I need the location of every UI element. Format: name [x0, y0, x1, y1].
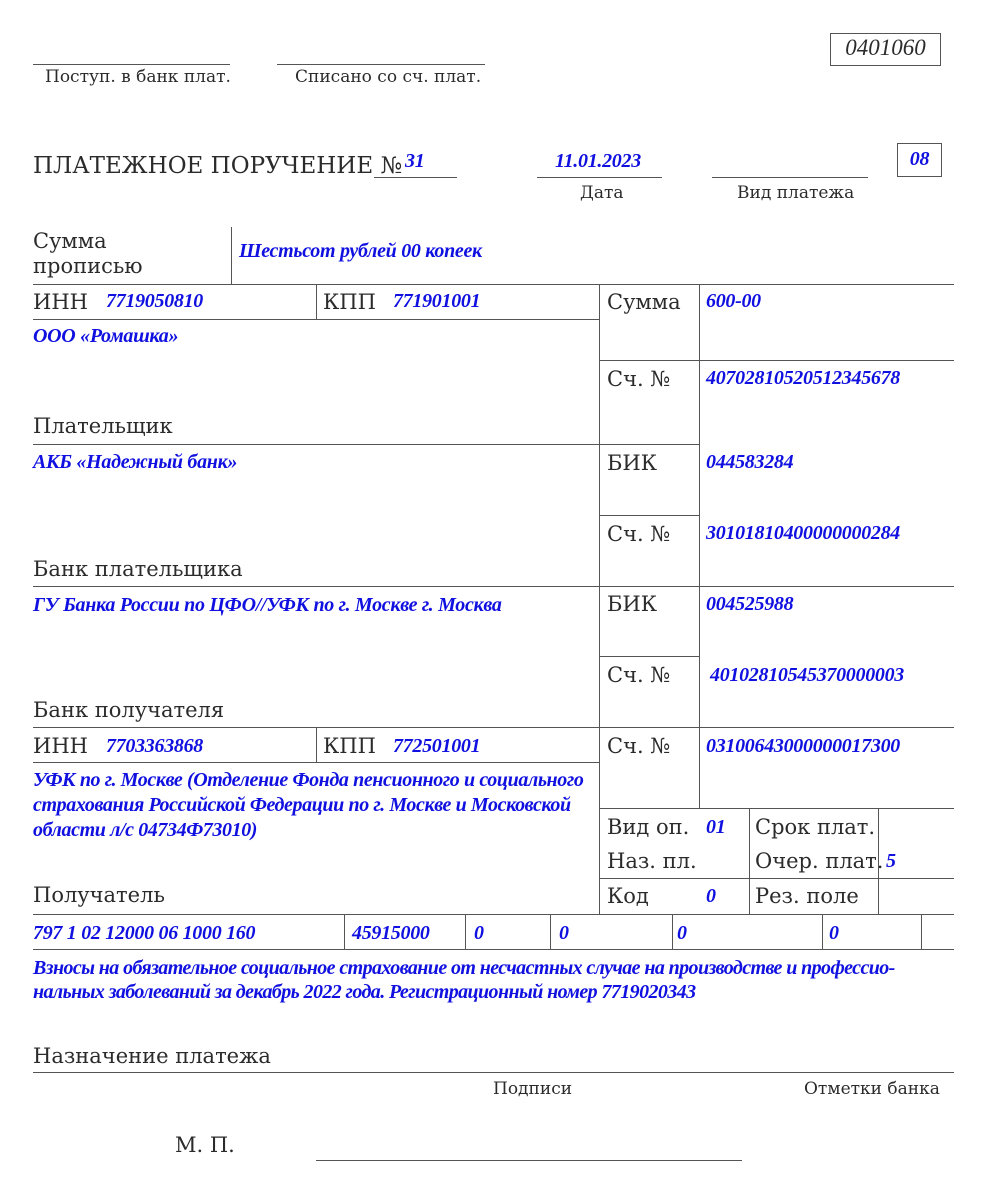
signature-line	[316, 1160, 742, 1161]
grid-line	[316, 284, 317, 320]
recipient-kpp: 772501001	[393, 735, 481, 757]
received-label: Поступ. в банк плат.	[45, 67, 231, 87]
recipient-inn-label: ИНН	[33, 734, 88, 758]
payment-purpose-line: Взносы на обязательное социальное страхование от несчастных случае на производстве и профессио-	[33, 957, 895, 979]
order-date: 11.01.2023	[555, 150, 641, 172]
kbk: 797 1 02 12000 06 1000 160	[33, 922, 256, 944]
bank-marks-label: Отметки банка	[804, 1079, 940, 1099]
grid-line	[550, 914, 551, 949]
recipient-kpp-label: КПП	[323, 734, 376, 758]
payer-bik-label: БИК	[607, 451, 657, 475]
budget-field-2: 0	[559, 922, 569, 944]
payment-purpose	[33, 956, 895, 1004]
payment-type-line	[712, 177, 868, 178]
payer-kpp-label: КПП	[323, 290, 376, 314]
received-line	[33, 64, 230, 65]
recipient-bik: 004525988	[706, 593, 794, 615]
budget-field-4: 0	[829, 922, 839, 944]
payer-account: 40702810520512345678	[706, 367, 901, 389]
grid-line	[344, 914, 345, 949]
grid-line	[33, 586, 954, 587]
code: 0	[706, 885, 716, 907]
payer-status: 08	[909, 148, 930, 170]
amount-words-value: Шестьсот рублей 00 копеек	[239, 240, 482, 262]
recipient-inn: 7703363868	[106, 735, 204, 757]
amount-label: Сумма	[607, 290, 681, 314]
grid-line	[599, 360, 954, 361]
op-type-label: Вид оп.	[607, 815, 690, 839]
op-type: 01	[706, 816, 726, 838]
grid-line	[316, 727, 317, 763]
payer-bik: 044583284	[706, 451, 794, 473]
grid-line	[33, 949, 954, 950]
priority: 5	[886, 850, 896, 872]
grid-line	[599, 444, 699, 445]
grid-line	[699, 284, 700, 808]
debited-label: Списано со сч. плат.	[295, 67, 482, 87]
code-label: Код	[607, 884, 649, 908]
reserve-field-label: Рез. поле	[755, 884, 859, 908]
payment-purpose-label: Назначение платежа	[33, 1044, 271, 1068]
recipient-corr-label: Сч. №	[607, 663, 671, 687]
payment-type-label: Вид платежа	[737, 183, 855, 203]
grid-line	[749, 808, 750, 914]
number-line	[374, 177, 457, 178]
payer-corr: 30101810400000000284	[706, 522, 901, 544]
grid-line	[599, 284, 600, 914]
recipient-name-line: области л/с 04734Ф73010)	[33, 819, 258, 841]
grid-line	[672, 914, 673, 949]
payer-bank-label: Банк плательщика	[33, 557, 243, 581]
recipient-name-line: УФК по г. Москве (Отделение Фонда пенсионного и социального	[33, 769, 584, 791]
payer-inn: 7719050810	[106, 290, 204, 312]
priority-label: Очер. плат.	[755, 849, 884, 873]
grid-line	[599, 808, 954, 809]
stamp-label: М. П.	[175, 1133, 235, 1157]
amount-words-label-1: Сумма	[33, 229, 107, 253]
grid-line	[599, 515, 699, 516]
recipient-account-label: Сч. №	[607, 734, 671, 758]
grid-line	[33, 727, 954, 728]
payment-purpose-code-label: Наз. пл.	[607, 849, 697, 873]
payer-account-label: Сч. №	[607, 367, 671, 391]
oktmo: 45915000	[352, 922, 430, 944]
budget-field-3: 0	[677, 922, 687, 944]
order-number: 31	[405, 150, 425, 172]
payer-kpp: 771901001	[393, 290, 481, 312]
recipient-corr: 40102810545370000003	[710, 664, 905, 686]
amount-words-label-2: прописью	[33, 254, 143, 278]
payment-purpose-line: нальных заболеваний за декабрь 2022 года. Регистрационный номер 7719020343	[33, 981, 696, 1003]
grid-line	[921, 914, 922, 949]
recipient-bik-label: БИК	[607, 592, 657, 616]
grid-line	[33, 444, 599, 445]
due-date-label: Срок плат.	[755, 815, 876, 839]
payer-corr-label: Сч. №	[607, 522, 671, 546]
recipient-name-line: страхования Российской Федерации по г. Москве и Московской	[33, 794, 571, 816]
recipient-account: 03100643000000017300	[706, 735, 901, 757]
form-code: 0401060	[845, 35, 926, 60]
recipient-bank-label: Банк получателя	[33, 698, 225, 722]
recipient-label: Получатель	[33, 883, 165, 907]
debited-line	[277, 64, 485, 65]
recipient-bank-name: ГУ Банка России по ЦФО//УФК по г. Москве г. Москва	[33, 594, 502, 616]
page-title: ПЛАТЕЖНОЕ ПОРУЧЕНИЕ №	[33, 153, 403, 179]
grid-line	[599, 656, 699, 657]
payer-name: ООО «Ромашка»	[33, 325, 179, 347]
grid-line	[33, 762, 599, 763]
grid-line	[33, 914, 954, 915]
signatures-label: Подписи	[493, 1079, 573, 1099]
amount-words-divider	[231, 227, 232, 284]
amount-value: 600-00	[706, 290, 761, 312]
payer-label: Плательщик	[33, 414, 173, 438]
date-line	[537, 177, 662, 178]
grid-line	[33, 319, 599, 320]
grid-line	[465, 914, 466, 949]
recipient-name	[33, 768, 598, 843]
payer-inn-label: ИНН	[33, 290, 88, 314]
grid-line	[822, 914, 823, 949]
date-label: Дата	[580, 183, 624, 203]
purpose-bottom-line	[33, 1072, 954, 1073]
grid-line	[599, 878, 954, 879]
budget-field-1: 0	[474, 922, 484, 944]
payer-bank-name: АКБ «Надежный банк»	[33, 451, 238, 473]
grid-line	[33, 284, 954, 285]
